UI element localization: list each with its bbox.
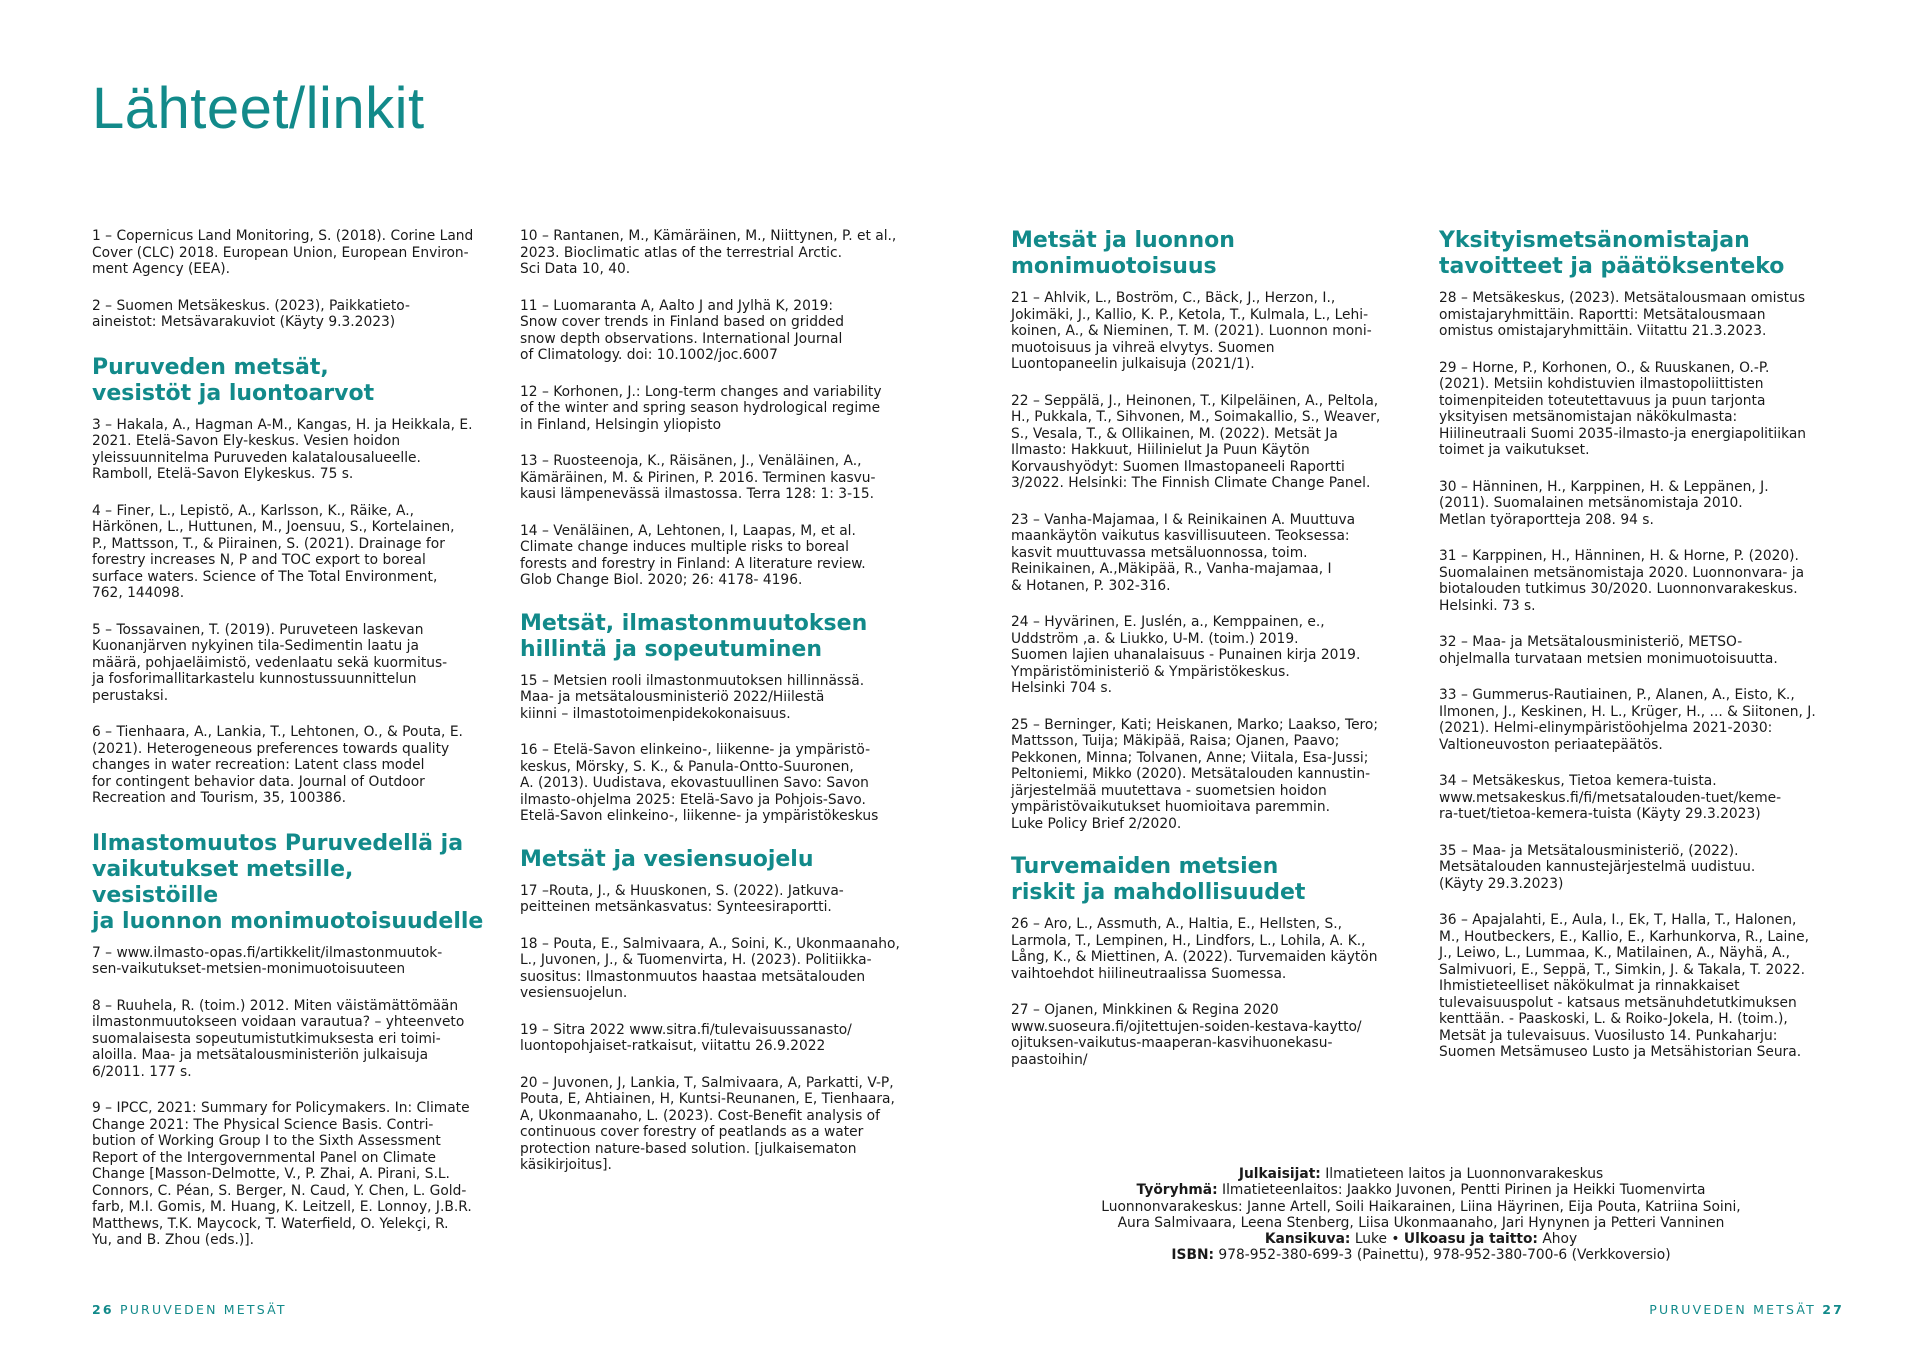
reference-16: 16 – Etelä-Savon elinkeino-, liikenne- ja ympäristö- keskus, Mörsky, S. K., & Panula-Ontto-Suuronen, A. (2013). Uudistava, ekovastuullinen Savo: Savon ilmasto-ohjelma 2025: Etelä-Savo ja Pohjois-Savo. Etelä-Savon elinkeino-, liikenne- ja ympäristökeskus: [520, 742, 879, 824]
cover-label: Kansikuva:: [1264, 1231, 1351, 1248]
credits-cover-layout: [1011, 1231, 1831, 1247]
reference-6: 6 – Tienhaara, A., Lankia, T., Lehtonen, O., & Pouta, E. (2021). Heterogeneous preferences towards quality changes in water recreation: Latent class model for contingent behavior data. Journal of Outdoor Recreation and Tourism, 35, 100386.: [92, 724, 463, 806]
credits-team: [1011, 1182, 1831, 1198]
publication-credits: [1011, 1166, 1831, 1264]
reference-15: 15 – Metsien rooli ilmastonmuutoksen hillinnässä. Maa- ja metsätalousministeriö 2022/Hiilestä kiinni – ilmastotoimenpidekokonaisuus.: [520, 672, 865, 722]
page-number-left: 26: [92, 1302, 114, 1317]
section-heading-puruveden-metsat: Puruveden metsät, vesistöt ja luontoarvot: [92, 354, 375, 406]
reference-9: 9 – IPCC, 2021: Summary for Policymakers. In: Climate Change 2021: The Physical Science Basis. Contri- bution of Working Group I to the Sixth Assessment Report of the Intergovernmental Panel on Climate Change [Masson-Delmotte, V., P. Zhai, A. Pirani, S.L. Connors, C. Péan, S. Berger, N. Caud, Y. Chen, L. Gold- farb, M.I. Gomis, M. Huang, K. Leitzell, E. Lonnoy, J.B.R. Matthews, T.K. Maycock, T. Waterfield, O. Yelekçi, R. Yu, and B. Zhou (eds.)].: [92, 1100, 472, 1248]
team-line-2: Luonnonvarakeskus: Janne Artell, Soili Haikarainen, Liina Häyrinen, Eija Pouta, Katriina Soini,: [1101, 1198, 1741, 1215]
reference-23: 23 – Vanha-Majamaa, I & Reinikainen A. Muuttuva maankäytön vaikutus kasvillisuuteen. Teoksessa: kasvit muuttuvassa metsäluonnossa, toim. Reinikainen, A.,Mäkipää, R., Vanha-majamaa, I & Hotanen, P. 302-316.: [1011, 511, 1356, 594]
reference-30: 30 – Hänninen, H., Karppinen, H. & Leppänen, J. (2011). Suomalainen metsänomistaja 2010. Metlan työraportteja 208. 94 s.: [1439, 478, 1769, 528]
layout-value: Ahoy: [1537, 1231, 1578, 1248]
column-4: [1439, 228, 1831, 1081]
cover-value: Luke •: [1350, 1231, 1404, 1248]
reference-2: 2 – Suomen Metsäkeskus. (2023), Paikkatieto- aineistot: Metsävarakuviot (Käyty 9.3.2023): [92, 297, 410, 330]
reference-32: 32 – Maa- ja Metsätalousministeriö, METSO- ohjelmalla turvataan metsien monimuotoisuutta.: [1439, 634, 1778, 667]
reference-31: 31 – Karppinen, H., Hänninen, H. & Horne, P. (2020). Suomalainen metsänomistaja 2020. Luonnonvara- ja biotalouden tutkimus 30/2020. Luonnonvarakeskus. Helsinki. 73 s.: [1439, 548, 1805, 614]
reference-21: 21 – Ahlvik, L., Boström, C., Bäck, J., Herzon, I., Jokimäki, J., Kallio, K. P., Ketola, T., Kulmala, L., Lehi- koinen, A., & Nieminen, T. M. (2021). Luonnon moni- muotoisuus ja vihreä elvytys. Suomen Luontopaneelin julkaisuja (2021/1).: [1011, 290, 1372, 372]
reference-34: 34 – Metsäkeskus, Tietoa kemera-tuista. www.metsakeskus.fi/fi/metsatalouden-tuet/keme- ra-tuet/tietoa-kemera-tuista (Käyty 29.3.2023): [1439, 773, 1782, 822]
publishers-label: Julkaisijat:: [1238, 1166, 1321, 1182]
section-heading-monimuotoisuus: Metsät ja luonnon monimuotoisuus: [1011, 228, 1235, 279]
column-1: [92, 228, 484, 1269]
reference-4: 4 – Finer, L., Lepistö, A., Karlsson, K., Räike, A., Härkönen, L., Huttunen, M., Joensuu, S., Kortelainen, P., Mattsson, T., & Piirainen, S. (2021). Drainage for forestry increases N, P and TOC export to boreal surface waters. Science of The Total Environment, 762, 144098.: [92, 502, 455, 601]
reference-10: 10 – Rantanen, M., Kämäräinen, M., Niittynen, P. et al., 2023. Bioclimatic atlas of the terrestrial Arctic. Sci Data 10, 40.: [520, 228, 897, 277]
footer-right-text: PURUVEDEN METSÄT: [1649, 1302, 1823, 1317]
reference-1: 1 – Copernicus Land Monitoring, S. (2018). Corine Land Cover (CLC) 2018. European Union, European Environ- ment Agency (EEA).: [92, 228, 474, 277]
reference-12: 12 – Korhonen, J.: Long-term changes and variability of the winter and spring season hydrological regime in Finland, Helsingin yliopisto: [520, 383, 882, 433]
reference-18: 18 – Pouta, E., Salmivaara, A., Soini, K., Ukonmaanaho, L., Juvonen, J., & Tuomenvirta, H. (2023). Politiikka- suositus: Ilmastonmuutos haastaa metsätalouden vesiensuojelun.: [520, 935, 900, 1001]
publishers-value: Ilmatieteen laitos ja Luonnonvarakeskus: [1320, 1166, 1604, 1182]
section-heading-ilmastomuutos: Ilmastomuutos Puruvedellä ja vaikutukset metsille, vesistöille ja luonnon monimuotoisuudelle: [92, 830, 484, 934]
footer-left: [92, 1302, 287, 1317]
section-heading-ilmastonmuutoksen-hillinta: Metsät, ilmastonmuutoksen hillintä ja sopeutuminen: [520, 610, 868, 662]
reference-13: 13 – Ruosteenoja, K., Räisänen, J., Venäläinen, A., Kämäräinen, M. & Pirinen, P. 2016. Terminen kasvu- kausi lämpenevässä ilmastossa. Terra 128: 1: 3-15.: [520, 453, 876, 502]
reference-7: 7 – www.ilmasto-opas.fi/artikkelit/ilmastonmuutok- sen-vaikutukset-metsien-monimuotoisuuteen: [92, 944, 443, 977]
reference-33: 33 – Gummerus-Rautiainen, P., Alanen, A., Eisto, K., Ilmonen, J., Keskinen, H. L., Krüger, H., ... & Siitonen, J. (2021). Helmi-elinympäristöohjelma 2021-2030: Valtioneuvoston periaatepäätös.: [1439, 687, 1816, 753]
reference-24: 24 – Hyvärinen, E. Juslén, a., Kemppainen, e., Uddström ,a. & Liukko, U-M. (toim.) 2019. Suomen lajien uhanalaisuus - Punainen kirja 2019. Ympäristöministeriö & Ympäristökeskus. Helsinki 704 s.: [1011, 614, 1361, 696]
section-heading-vesiensuojelu: Metsät ja vesiensuojelu: [520, 846, 814, 872]
reference-26: 26 – Aro, L., Assmuth, A., Haltia, E., Hellsten, S., Larmola, T., Lempinen, H., Lindfors, L., Lohila, A. K., Lång, K., & Miettinen, A. (2022). Turvemaiden käytön vaihtoehdot hiilineutraalissa Suomessa.: [1011, 916, 1378, 982]
reference-22: 22 – Seppälä, J., Heinonen, T., Kilpeläinen, A., Peltola, H., Pukkala, T., Sihvonen, M., Soimakallio, S., Weaver, S., Vesala, T., & Ollikainen, M. (2022). Metsät Ja Ilmasto: Hakkuut, Hiilinielut Ja Puun Käytön Korvaushyödyt: Suomen Ilmastopaneeli Raportti 3/2022. Helsinki: The Finnish Climate Change Panel.: [1011, 392, 1381, 491]
team-line-1: Ilmatieteenlaitos: Jaakko Juvonen, Pentti Pirinen ja Heikki Tuomenvirta: [1217, 1182, 1706, 1199]
page-number-right: 27: [1822, 1302, 1844, 1317]
reference-14: 14 – Venäläinen, A, Lehtonen, I, Laapas, M, et al. Climate change induces multiple risks to boreal forests and forestry in Finland: A literature review. Glob Change Biol. 2020; 26: 4178- 4196.: [520, 522, 866, 588]
isbn-label: ISBN:: [1171, 1247, 1215, 1264]
reference-3: 3 – Hakala, A., Hagman A-M., Kangas, H. ja Heikkala, E. 2021. Etelä-Savon Ely-keskus. Vesien hoidon yleissuunnitelma Puruveden kalatalousalueelle. Ramboll, Etelä-Savon Elykeskus. 75 s.: [92, 416, 473, 482]
reference-25: 25 – Berninger, Kati; Heiskanen, Marko; Laakso, Tero; Mattsson, Tuija; Mäkipää, Raisa; Ojanen, Paavo; Pekkonen, Minna; Tolvanen, Anne; Viitala, Esa-Jussi; Peltoniemi, Mikko (2020). Metsätalouden kannustin- järjestelmää muutettava - suometsien hoidon ympäristövaikutukset huomioitava paremmin. Luke Policy Brief 2/2020.: [1011, 716, 1379, 832]
footer-left-text: PURUVEDEN METSÄT: [113, 1302, 287, 1317]
credits-publishers: [1011, 1166, 1831, 1182]
reference-36: 36 – Apajalahti, E., Aula, I., Ek, T, Halla, T., Halonen, M., Houtbeckers, E., Kallio, E., Karhunkorva, R., Laine, J., Leiwo, L., Lummaa, K., Matilainen, A., Näyhä, A., Salmivuori, E., Seppä, T., Simkin, J. & Takala, T. 2022. Ihmistieteelliset näkökulmat ja rinnakkaiset tulevaisuuspolut - katsaus metsänuhdetutkimuksen kenttään. - Paaskoski, L. & Roiko-Jokela, H. (toim.), Metsät ja tulevaisuus. Vuosilusto 14. Punkaharju: Suomen Metsämuseo Lusto ja Metsähistorian Seura.: [1439, 912, 1809, 1060]
reference-35: 35 – Maa- ja Metsätalousministeriö, (2022). Metsätalouden kannustejärjestelmä uudistuu. (Käyty 29.3.2023): [1439, 842, 1756, 892]
reference-29: 29 – Horne, P., Korhonen, O., & Ruuskanen, O.-P. (2021). Metsiin kohdistuvien ilmastopoliittisten toimenpiteiden toteutettavuus ja puun tarjonta yksityisen metsänomistajan näkökulmasta: Hiilineutraali Suomi 2035-ilmasto-ja energiapolitiikan toimet ja vaikutukset.: [1439, 359, 1807, 458]
isbn-value: 978-952-380-699-3 (Painettu), 978-952-380-700-6 (Verkkoversio): [1214, 1247, 1671, 1264]
section-heading-yksityismetsanomistajan-tavoitteet: Yksityismetsänomistajan tavoitteet ja päätöksenteko: [1439, 228, 1785, 279]
column-2: [520, 228, 912, 1194]
reference-27: 27 – Ojanen, Minkkinen & Regina 2020 www.suoseura.fi/ojitettujen-soiden-kestava-kaytto/ ojituksen-vaikutus-maaperan-kasvihuonekasu- paastoihin/: [1011, 1002, 1362, 1068]
column-3: [1011, 228, 1403, 1088]
reference-28: 28 – Metsäkeskus, (2023). Metsätalousmaan omistus omistajaryhmittäin. Raportti: Metsätalousmaan omistus omistajaryhmittäin. Viitattu 21.3.2023.: [1439, 290, 1806, 339]
reference-17: 17 –Routa, J., & Huuskonen, S. (2022). Jatkuva- peitteinen metsänkasvatus: Synteesiraportti.: [520, 882, 844, 915]
reference-8: 8 – Ruuhela, R. (toim.) 2012. Miten väistämättömään ilmastonmuutokseen voidaan varautua? – yhteenveto suomalaisesta sopeutumistutkimuksesta eri toimi- aloilla. Maa- ja metsätalousministeriön julkaisuja 6/2011. 177 s.: [92, 997, 465, 1080]
reference-5: 5 – Tossavainen, T. (2019). Puruveteen laskevan Kuonanjärven nykyinen tila-Sedimentin laatu ja määrä, pohjaeläimistö, vedenlaatu sekä kuormitus- ja fosforimallitarkastelu kunnostussuunnittelun perustaksi.: [92, 621, 448, 704]
reference-11: 11 – Luomaranta A, Aalto J and Jylhä K, 2019: Snow cover trends in Finland based on gridded snow depth observations. International Journal of Climatology. doi: 10.1002/joc.6007: [520, 297, 844, 363]
team-line-3: Aura Salmivaara, Leena Stenberg, Liisa Ukonmaanaho, Jari Hynynen ja Petteri Vanninen: [1117, 1214, 1725, 1231]
page-title: Lähteet/linkit: [92, 76, 425, 141]
team-label: Työryhmä:: [1136, 1182, 1218, 1199]
layout-label: Ulkoasu ja taitto:: [1403, 1231, 1538, 1248]
section-heading-turvemaiden-metsat: Turvemaiden metsien riskit ja mahdollisuudet: [1011, 854, 1306, 905]
credits-isbn: [1011, 1247, 1831, 1263]
reference-20: 20 – Juvonen, J, Lankia, T, Salmivaara, A, Parkatti, V-P, Pouta, E, Ahtiainen, H, Kuntsi-Reunanen, E, Tienhaara, A, Ukonmaanaho, L. (2023). Cost-Benefit analysis of continuous cover forestry of peatlands as a water protection nature-based solution. [julkaisematon käsikirjoitus].: [520, 1074, 895, 1173]
reference-19: 19 – Sitra 2022 www.sitra.fi/tulevaisuussanasto/ luontopohjaiset-ratkaisut, viitattu 26.9.2022: [520, 1021, 852, 1054]
footer-right: [1649, 1302, 1844, 1317]
